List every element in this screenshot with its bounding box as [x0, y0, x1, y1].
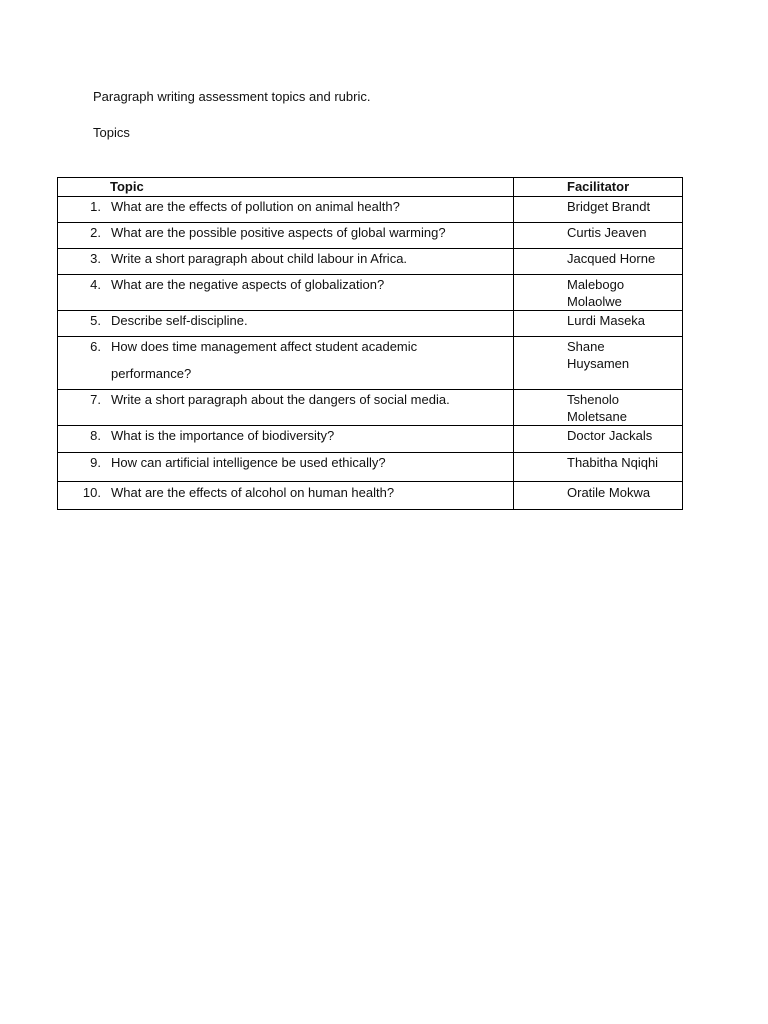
row-number: 10. — [82, 485, 101, 500]
table-row — [58, 390, 683, 426]
facilitator-cell — [514, 275, 683, 311]
facilitator-name: Curtis Jeaven — [567, 225, 647, 240]
table-row — [58, 275, 683, 311]
table-header-row — [58, 178, 683, 197]
row-number: 2. — [90, 225, 101, 240]
table-row — [58, 426, 683, 453]
facilitator-cell — [514, 223, 683, 249]
row-number: 3. — [90, 251, 101, 266]
topic-column-header — [58, 178, 514, 197]
topic-text: How can artificial intelligence be used ethically? — [111, 455, 386, 470]
facilitator-header-label: Facilitator — [567, 179, 630, 194]
facilitator-cell — [514, 311, 683, 337]
topic-text: Describe self-discipline. — [111, 313, 248, 328]
topic-cell — [58, 426, 514, 453]
facilitator-cell — [514, 482, 683, 510]
topic-text: Write a short paragraph about the dangers of social media. — [111, 392, 450, 407]
facilitator-cell — [514, 453, 683, 482]
facilitator-cell — [514, 197, 683, 223]
facilitator-name: Bridget Brandt — [567, 199, 651, 214]
facilitator-column-header — [514, 178, 683, 197]
table-row — [58, 453, 683, 482]
topic-cell — [58, 390, 514, 426]
section-label: Topics — [93, 125, 130, 140]
facilitator-name: Doctor Jackals — [567, 428, 653, 443]
topic-cell — [58, 482, 514, 510]
topic-text: What are the possible positive aspects of global warming? — [111, 225, 446, 240]
row-number: 5. — [90, 313, 101, 328]
facilitator-cell — [514, 249, 683, 275]
topic-cell — [58, 223, 514, 249]
row-number: 6. — [90, 339, 101, 354]
topic-cell — [58, 337, 514, 390]
facilitator-name: Jacqued Horne — [567, 251, 656, 266]
document-title: Paragraph writing assessment topics and rubric. — [93, 89, 371, 104]
table-row — [58, 223, 683, 249]
facilitator-name: Lurdi Maseka — [567, 313, 646, 328]
row-number: 8. — [90, 428, 101, 443]
topic-text: What are the effects of pollution on animal health? — [111, 199, 400, 214]
table-row — [58, 197, 683, 223]
facilitator-name: Thabitha Nqiqhi — [567, 455, 659, 470]
topic-text: What are the negative aspects of globalization? — [111, 277, 385, 292]
topic-header-label: Topic — [110, 179, 144, 194]
row-number: 1. — [90, 199, 101, 214]
topics-table — [57, 177, 683, 510]
topic-text: How does time management affect student academic performance? — [111, 339, 418, 381]
topic-cell — [58, 275, 514, 311]
facilitator-cell — [514, 337, 683, 390]
facilitator-cell — [514, 390, 683, 426]
topic-text: What are the effects of alcohol on human health? — [111, 485, 395, 500]
topic-cell — [58, 197, 514, 223]
facilitator-name: Oratile Mokwa — [567, 485, 651, 500]
table-row — [58, 482, 683, 510]
row-number: 4. — [90, 277, 101, 292]
topic-cell — [58, 249, 514, 275]
row-number: 7. — [90, 392, 101, 407]
facilitator-name: Malebogo Molaolwe — [567, 277, 625, 309]
topic-text: Write a short paragraph about child labour in Africa. — [111, 251, 408, 266]
facilitator-cell — [514, 426, 683, 453]
topic-text: What is the importance of biodiversity? — [111, 428, 335, 443]
topic-cell — [58, 453, 514, 482]
row-number: 9. — [90, 455, 101, 470]
table-row — [58, 337, 683, 390]
facilitator-name: Shane Huysamen — [567, 339, 630, 371]
table-row — [58, 249, 683, 275]
facilitator-name: Tshenolo Moletsane — [567, 392, 627, 424]
